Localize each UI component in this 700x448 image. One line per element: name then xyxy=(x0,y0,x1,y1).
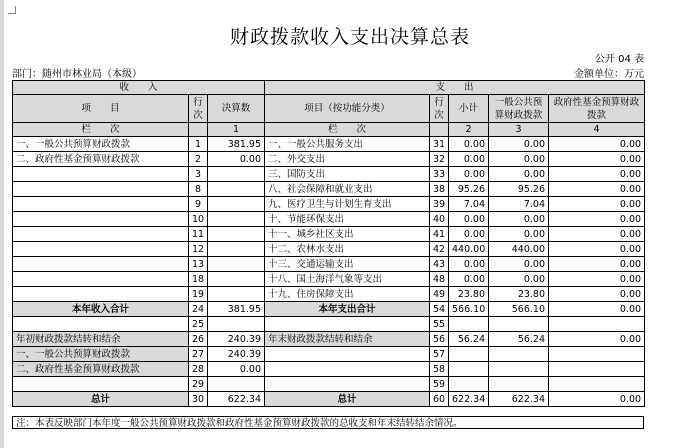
blank-cell xyxy=(489,317,549,332)
left-margin-bar xyxy=(0,0,4,448)
table-row xyxy=(13,287,645,302)
expense-gov-fund: 0.00 xyxy=(549,287,645,302)
carry-end-label: 年末财政拨款结转和结余 xyxy=(265,332,430,347)
income-item-cell: 二、政府性基金预算财政拨款 xyxy=(13,152,189,167)
blank-cell xyxy=(549,347,645,362)
expense-gov-fund: 0.00 xyxy=(549,167,645,182)
carry-begin-value: 240.39 xyxy=(208,332,265,347)
table-row xyxy=(13,242,645,257)
expense-row-no: 31 xyxy=(430,137,449,152)
col-header-general-budget: 一般公共预算财政拨款 xyxy=(489,95,549,123)
table-row xyxy=(13,182,645,197)
expense-row-no: 32 xyxy=(430,152,449,167)
expense-general-budget: 440.00 xyxy=(489,242,549,257)
grand-total-left-no: 30 xyxy=(189,392,208,407)
expense-general-budget: 23.80 xyxy=(489,287,549,302)
table-row xyxy=(13,137,645,152)
income-total-row xyxy=(13,302,645,317)
page-title: 财政拨款收入支出决算总表 xyxy=(229,26,470,48)
expense-item-cell: 三、国防支出 xyxy=(265,167,430,182)
column-index-label-2: 栏 次 xyxy=(265,123,430,137)
page-corner-marker xyxy=(8,6,16,14)
carry-fund-value: 0.00 xyxy=(208,362,265,377)
table-row xyxy=(13,212,645,227)
income-value xyxy=(208,197,265,212)
table-row xyxy=(13,227,645,242)
income-value xyxy=(208,182,265,197)
expense-row-no: 38 xyxy=(430,182,449,197)
blank-row-25 xyxy=(13,317,645,332)
expense-row-no: 39 xyxy=(430,197,449,212)
row-no-25: 25 xyxy=(189,317,208,332)
income-value: 381.95 xyxy=(208,137,265,152)
blank-cell xyxy=(265,317,430,332)
row-no-55: 55 xyxy=(430,317,449,332)
income-item-cell xyxy=(13,257,189,272)
expense-item-cell: 八、社会保障和就业支出 xyxy=(265,182,430,197)
grand-total-row xyxy=(13,392,645,407)
blank-cell xyxy=(549,362,645,377)
income-value xyxy=(208,257,265,272)
expense-row-no: 49 xyxy=(430,287,449,302)
expense-subtotal: 0.00 xyxy=(449,152,489,167)
expense-general-budget: 0.00 xyxy=(489,212,549,227)
expense-total-fund: 0.00 xyxy=(549,302,645,317)
column-index-empty xyxy=(189,123,208,137)
table-row xyxy=(13,257,645,272)
col-header-gov-fund: 政府性基金预算财政拨款 xyxy=(549,95,645,123)
carry-end-fund: 0.00 xyxy=(549,332,645,347)
income-value xyxy=(208,242,265,257)
blank-cell xyxy=(208,377,265,392)
expense-subtotal: 0.00 xyxy=(449,257,489,272)
expense-row-no: 43 xyxy=(430,257,449,272)
income-row-no: 12 xyxy=(189,242,208,257)
income-row-no: 9 xyxy=(189,197,208,212)
blank-cell xyxy=(265,362,430,377)
carry-general-no: 27 xyxy=(189,347,208,362)
income-header: 收 入 xyxy=(13,81,265,95)
blank-cell xyxy=(265,347,430,362)
income-item-cell xyxy=(13,287,189,302)
row-no-59: 59 xyxy=(430,377,449,392)
carry-end-general: 56.24 xyxy=(489,332,549,347)
expense-total-no: 54 xyxy=(430,302,449,317)
expense-subtotal: 0.00 xyxy=(449,212,489,227)
table-row xyxy=(13,167,645,182)
column-index-3: 3 xyxy=(489,123,549,137)
income-item-cell xyxy=(13,242,189,257)
grand-total-right-general: 622.34 xyxy=(489,392,549,407)
expense-general-budget: 0.00 xyxy=(489,137,549,152)
income-item-cell xyxy=(13,212,189,227)
grand-total-right-subtotal: 622.34 xyxy=(449,392,489,407)
col-header-item: 项 目 xyxy=(13,95,189,123)
col-header-final-amount: 决算数 xyxy=(208,95,265,123)
blank-cell xyxy=(449,362,489,377)
expense-item-cell: 十三、交通运输支出 xyxy=(265,257,430,272)
table-row xyxy=(13,272,645,287)
expense-item-cell: 二、外交支出 xyxy=(265,152,430,167)
expense-row-no: 48 xyxy=(430,272,449,287)
expense-header: 支 出 xyxy=(265,81,645,95)
column-index-2: 2 xyxy=(449,123,489,137)
expense-total-subtotal: 566.10 xyxy=(449,302,489,317)
income-value xyxy=(208,272,265,287)
row-no-57: 57 xyxy=(430,347,449,362)
col-header-subtotal: 小计 xyxy=(449,95,489,123)
expense-subtotal: 23.80 xyxy=(449,287,489,302)
blank-cell xyxy=(549,377,645,392)
income-item-cell xyxy=(13,167,189,182)
income-value xyxy=(208,167,265,182)
row-no-58: 58 xyxy=(430,362,449,377)
carry-begin-label: 年初财政拨款结转和结余 xyxy=(13,332,189,347)
expense-general-budget: 0.00 xyxy=(489,167,549,182)
income-row-no: 3 xyxy=(189,167,208,182)
expense-general-budget: 0.00 xyxy=(489,152,549,167)
amount-unit-label: 金额单位：万元 xyxy=(574,69,644,80)
expense-gov-fund: 0.00 xyxy=(549,212,645,227)
column-index-empty-2 xyxy=(430,123,449,137)
expense-subtotal: 0.00 xyxy=(449,227,489,242)
budget-summary-table xyxy=(12,80,645,407)
grand-total-left-label: 总计 xyxy=(13,392,189,407)
blank-cell xyxy=(489,347,549,362)
expense-gov-fund: 0.00 xyxy=(549,242,645,257)
grand-total-right-fund: 0.00 xyxy=(549,392,645,407)
col-header-row-no-2: 行次 xyxy=(430,95,449,123)
expense-item-cell: 九、医疗卫生与计划生育支出 xyxy=(265,197,430,212)
income-item-cell: 一、一般公共预算财政拨款 xyxy=(13,137,189,152)
blank-cell xyxy=(549,317,645,332)
blank-cell xyxy=(489,377,549,392)
expense-item-cell: 十九、住房保障支出 xyxy=(265,287,430,302)
expense-subtotal: 440.00 xyxy=(449,242,489,257)
form-number: 公开 04 表 xyxy=(594,54,644,65)
blank-cell xyxy=(489,362,549,377)
expense-gov-fund: 0.00 xyxy=(549,152,645,167)
income-value xyxy=(208,212,265,227)
expense-gov-fund: 0.00 xyxy=(549,227,645,242)
expense-gov-fund: 0.00 xyxy=(549,257,645,272)
income-item-cell xyxy=(13,272,189,287)
blank-cell xyxy=(449,347,489,362)
carry-general-row xyxy=(13,347,645,362)
income-value xyxy=(208,227,265,242)
expense-total-general: 566.10 xyxy=(489,302,549,317)
table-row xyxy=(13,197,645,212)
carry-general-value: 240.39 xyxy=(208,347,265,362)
expense-general-budget: 0.00 xyxy=(489,227,549,242)
carryover-row xyxy=(13,332,645,347)
income-item-cell xyxy=(13,227,189,242)
carry-general-label: 一、一般公共预算财政拨款 xyxy=(13,347,189,362)
expense-item-cell: 十二、农林水支出 xyxy=(265,242,430,257)
carry-fund-no: 28 xyxy=(189,362,208,377)
expense-item-cell: 十一、城乡社区支出 xyxy=(265,227,430,242)
expense-subtotal: 7.04 xyxy=(449,197,489,212)
income-item-cell xyxy=(13,182,189,197)
expense-total-label: 本年支出合计 xyxy=(265,302,430,317)
expense-subtotal: 0.00 xyxy=(449,137,489,152)
expense-general-budget: 7.04 xyxy=(489,197,549,212)
expense-subtotal: 0.00 xyxy=(449,272,489,287)
table-row xyxy=(13,152,645,167)
carry-begin-no: 26 xyxy=(189,332,208,347)
income-item-cell xyxy=(13,197,189,212)
blank-cell xyxy=(13,377,189,392)
income-row-no: 19 xyxy=(189,287,208,302)
income-row-no: 2 xyxy=(189,152,208,167)
column-index-1: 1 xyxy=(208,123,265,137)
col-header-item-func: 项目（按功能分类） xyxy=(265,95,430,123)
expense-item-cell: 十、节能环保支出 xyxy=(265,212,430,227)
expense-row-no: 40 xyxy=(430,212,449,227)
carry-fund-label: 二、政府性基金预算财政拨款 xyxy=(13,362,189,377)
income-value xyxy=(208,287,265,302)
blank-cell xyxy=(265,377,430,392)
expense-general-budget: 0.00 xyxy=(489,257,549,272)
income-total-value: 381.95 xyxy=(208,302,265,317)
income-row-no: 1 xyxy=(189,137,208,152)
income-row-no: 10 xyxy=(189,212,208,227)
column-index-4: 4 xyxy=(549,123,645,137)
income-row-no: 13 xyxy=(189,257,208,272)
expense-row-no: 42 xyxy=(430,242,449,257)
income-value: 0.00 xyxy=(208,152,265,167)
expense-gov-fund: 0.00 xyxy=(549,272,645,287)
grand-total-left-value: 622.34 xyxy=(208,392,265,407)
col-header-row-no: 行次 xyxy=(189,95,208,123)
blank-row-29 xyxy=(13,377,645,392)
blank-cell xyxy=(449,317,489,332)
blank-cell xyxy=(13,317,189,332)
expense-general-budget: 0.00 xyxy=(489,272,549,287)
expense-item-cell: 十八、国土海洋气象等支出 xyxy=(265,272,430,287)
blank-cell xyxy=(449,377,489,392)
expense-item-cell: 一、一般公共服务支出 xyxy=(265,137,430,152)
expense-gov-fund: 0.00 xyxy=(549,197,645,212)
income-row-no: 8 xyxy=(189,182,208,197)
grand-total-right-no: 60 xyxy=(430,392,449,407)
expense-row-no: 41 xyxy=(430,227,449,242)
carry-end-subtotal: 56.24 xyxy=(449,332,489,347)
column-index-label: 栏 次 xyxy=(13,123,189,137)
expense-subtotal: 95.26 xyxy=(449,182,489,197)
income-total-label: 本年收入合计 xyxy=(13,302,189,317)
grand-total-right-label: 总计 xyxy=(265,392,430,407)
carry-fund-row xyxy=(13,362,645,377)
footnote: 注：本表反映部门本年度一般公共预算财政拨款和政府性基金预算财政拨款的总收支和年末结转结余情况。 xyxy=(12,416,644,429)
carry-end-no: 56 xyxy=(430,332,449,347)
income-row-no: 11 xyxy=(189,227,208,242)
expense-gov-fund: 0.00 xyxy=(549,137,645,152)
expense-subtotal: 0.00 xyxy=(449,167,489,182)
row-no-29: 29 xyxy=(189,377,208,392)
expense-general-budget: 95.26 xyxy=(489,182,549,197)
expense-row-no: 33 xyxy=(430,167,449,182)
income-total-no: 24 xyxy=(189,302,208,317)
expense-gov-fund: 0.00 xyxy=(549,182,645,197)
income-row-no: 18 xyxy=(189,272,208,287)
blank-cell xyxy=(208,317,265,332)
department-label: 部门：随州市林业局（本级） xyxy=(12,69,142,80)
